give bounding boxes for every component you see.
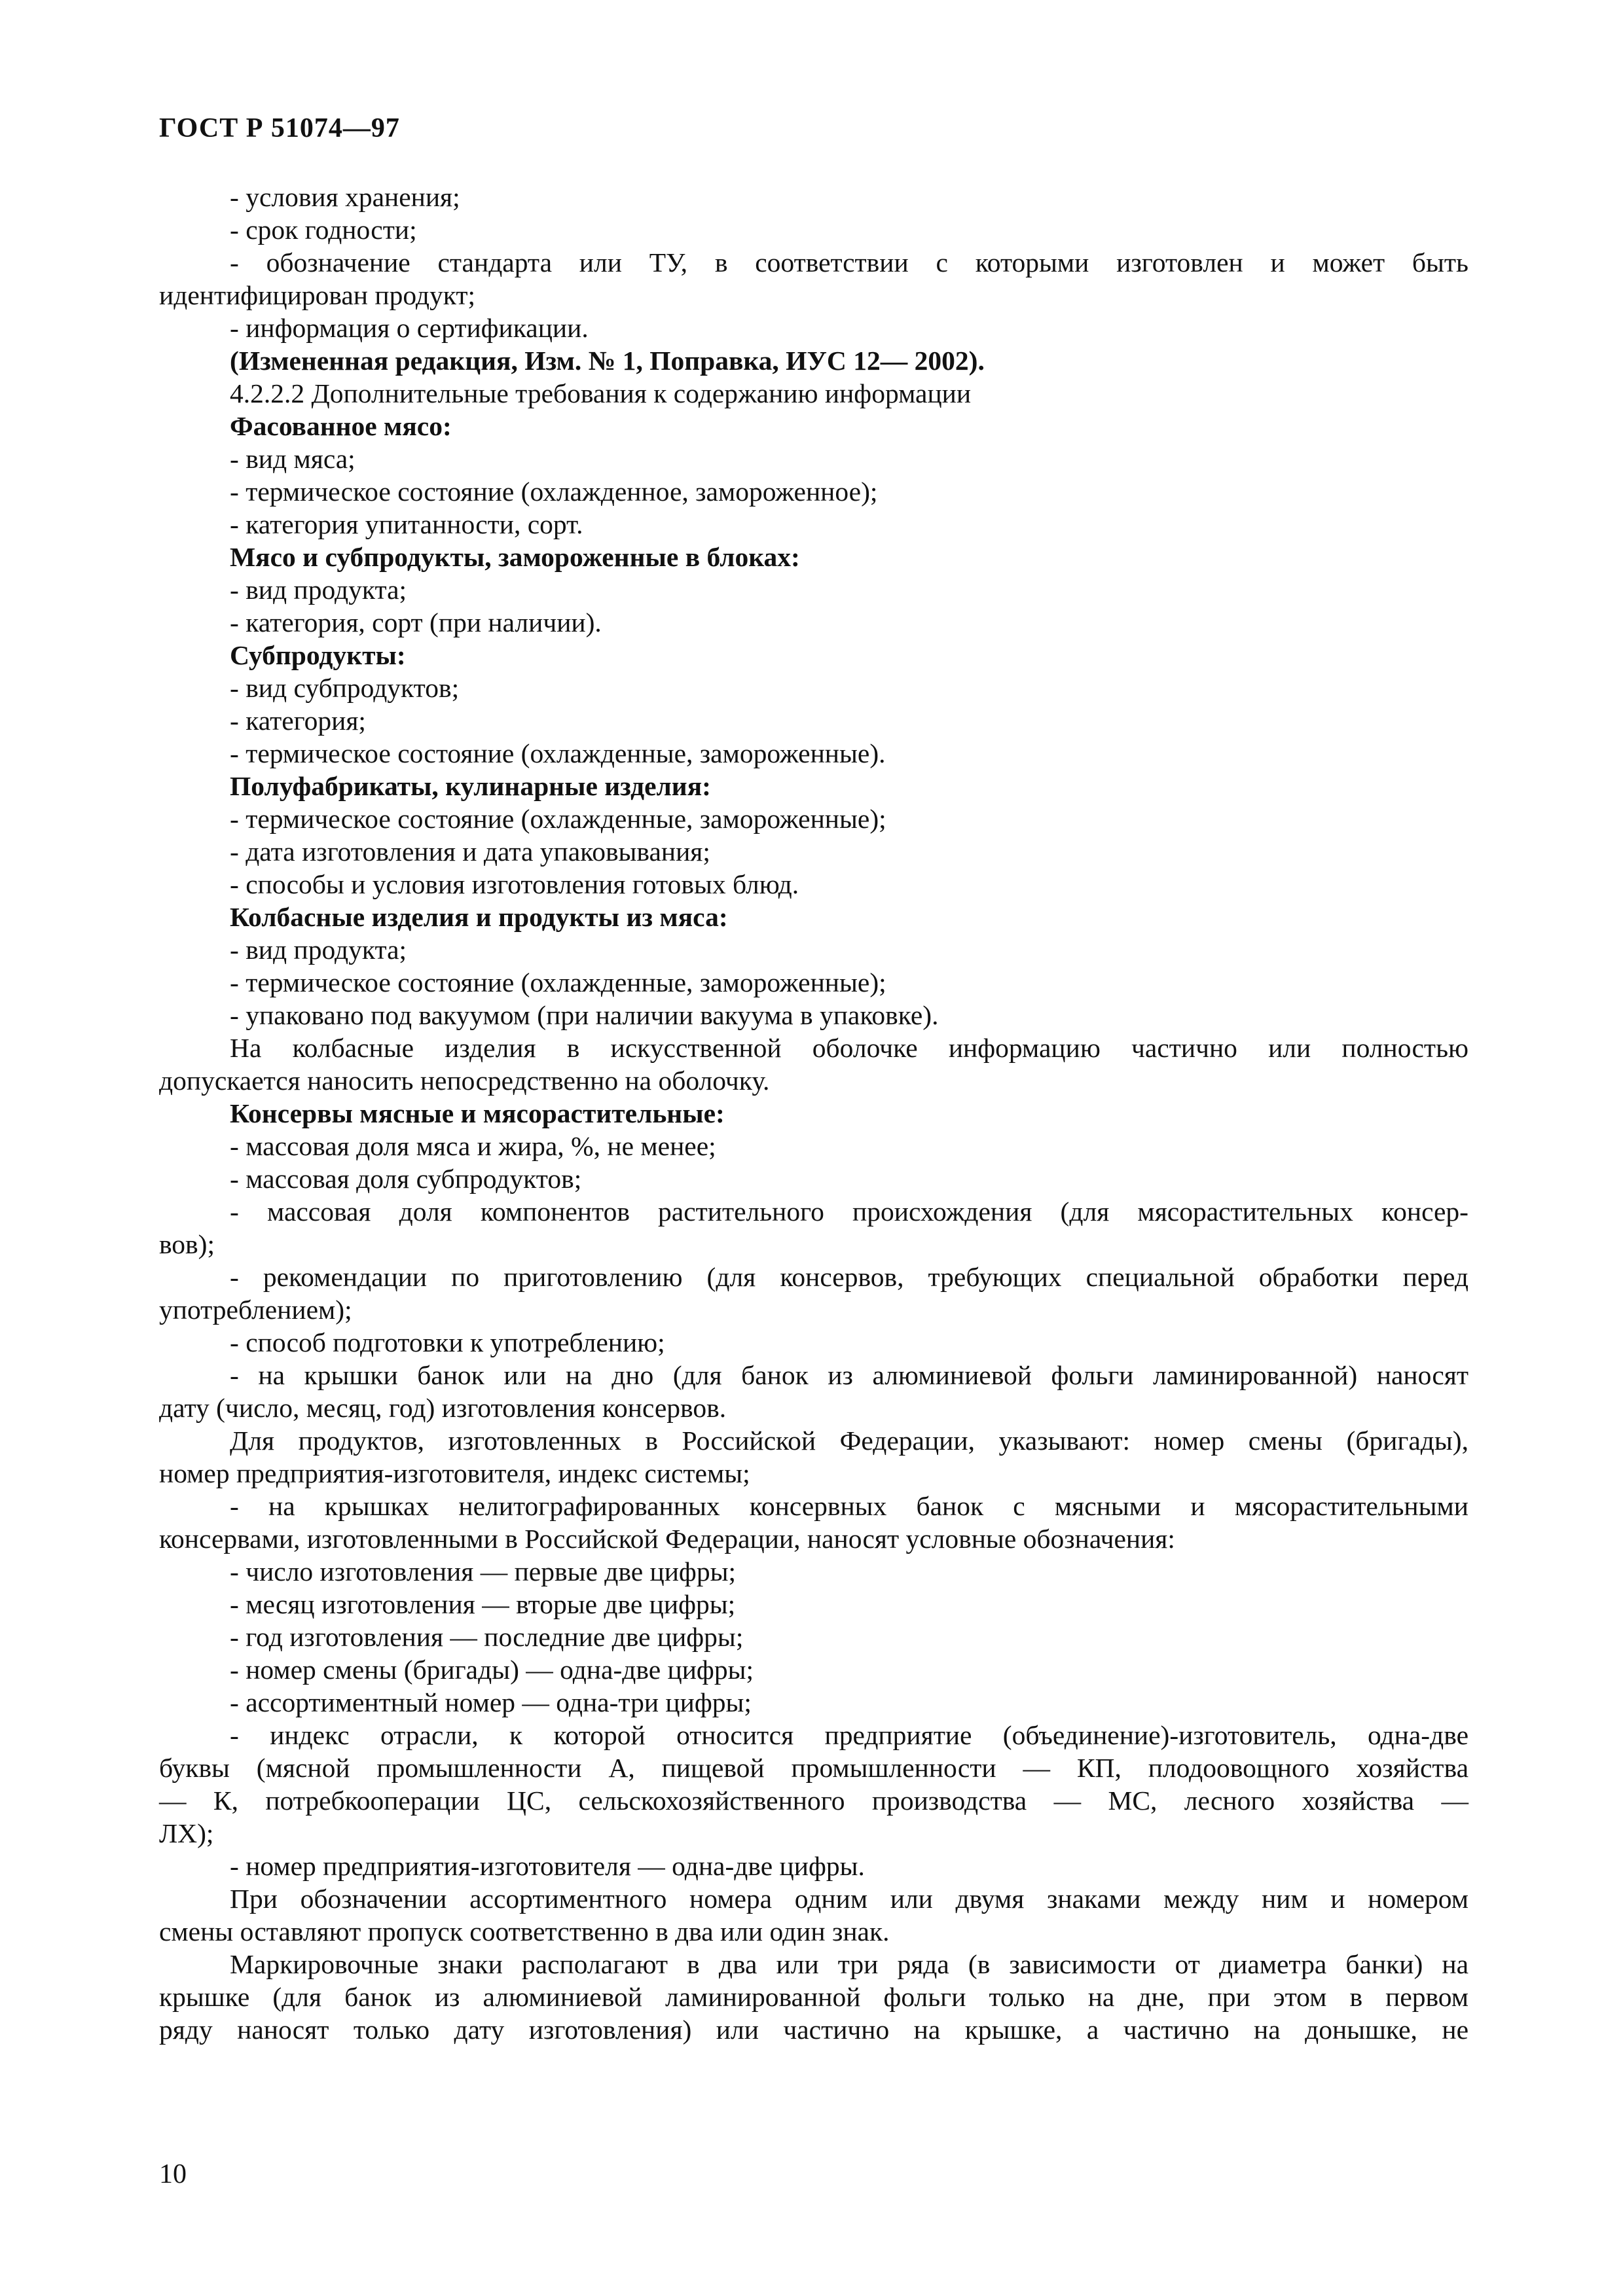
text-line: крышке (для банок из алюминиевой ламинированной фольги только на дне, при этом в первом [159,1982,1468,2012]
text-line: - способы и условия изготовления готовых блюд. [230,869,799,899]
text-line: ЛХ); [159,1818,214,1848]
text-line: Маркировочные знаки располагают в два или три ряда (в зависимости от диаметра банки) на [230,1949,1468,1979]
text-line: - месяц изготовления — вторые две цифры; [230,1589,736,1619]
text-line: дату (число, месяц, год) изготовления консервов. [159,1393,727,1423]
text-line: - на крышки банок или на дно (для банок из алюминиевой фольги ламинированной) наносят [230,1360,1468,1390]
text-line: 4.2.2.2 Дополнительные требования к содержанию информации [230,378,972,408]
text-line: - способ подготовки к употреблению; [230,1327,665,1357]
text-line: - термическое состояние (охлажденные, замороженные); [230,967,886,997]
text-line: ряду наносят только дату изготовления) или частично на крышке, а частично на донышке, не [159,2015,1468,2045]
text-line: - дата изготовления и дата упаковывания; [230,836,710,867]
text-line: смены оставляют пропуск соответственно в два или один знак. [159,1916,890,1946]
document-body [159,181,1468,2046]
text-line: - условия хранения; [230,182,460,212]
text-line: консервами, изготовленными в Российской Федерации, наносят условные обозначения: [159,1524,1175,1554]
text-line: - на крышках нелитографированных консервных банок с мясными и мясорастительными [230,1491,1468,1521]
text-line: - обозначение стандарта или ТУ, в соответствии с которыми изготовлен и может быть [230,247,1468,278]
page-number: 10 [159,2159,187,2189]
text-line: - категория; [230,706,366,736]
section-heading: Мясо и субпродукты, замороженные в блоках: [230,542,800,572]
text-line: - термическое состояние (охлажденные, замороженные); [230,804,886,834]
text-line: - вид продукта; [230,935,407,965]
section-heading: Консервы мясные и мясорастительные: [230,1098,725,1128]
text-line: вов); [159,1229,215,1259]
text-line: - термическое состояние (охлажденные, замороженные). [230,738,886,768]
text-line: Для продуктов, изготовленных в Российской Федерации, указывают: номер смены (бригады), [230,1426,1468,1456]
text-line: - год изготовления — последние две цифры; [230,1622,744,1652]
text-line: - упаковано под вакуумом (при наличии вакуума в упаковке). [230,1000,939,1030]
text-line: - массовая доля компонентов растительного происхождения (для мясорастительных консер- [230,1196,1468,1227]
text-line: - номер предприятия-изготовителя — одна-две цифры. [230,1851,865,1881]
text-line: буквы (мясной промышленности А, пищевой промышленности — КП, плодоовощного хозяйства [159,1753,1468,1783]
text-line: - номер смены (бригады) — одна-две цифры; [230,1655,754,1685]
text-line: - рекомендации по приготовлению (для консервов, требующих специальной обработки перед [230,1262,1468,1292]
text-line: - категория упитанности, сорт. [230,509,583,539]
document-header: ГОСТ Р 51074—97 [159,113,400,143]
text-line: - информация о сертификации. [230,313,589,343]
text-line: - вид субпродуктов; [230,673,460,703]
text-line: - число изготовления — первые две цифры; [230,1556,736,1587]
section-heading: Субпродукты: [230,640,406,670]
section-heading: Фасованное мясо: [230,411,452,441]
section-heading: Колбасные изделия и продукты из мяса: [230,902,728,932]
text-line: допускается наносить непосредственно на оболочку. [159,1066,770,1096]
text-line: При обозначении ассортиментного номера одним или двумя знаками между ним и номером [230,1884,1468,1914]
text-line: - категория, сорт (при наличии). [230,607,602,637]
text-line: идентифицирован продукт; [159,280,476,310]
text-line: — К, потребкооперации ЦС, сельскохозяйственного производства — МС, лесного хозяйства — [159,1785,1468,1816]
text-line: - массовая доля мяса и жира, %, не менее; [230,1131,716,1161]
text-line: - индекс отрасли, к которой относится предприятие (объединение)-изготовитель, одна-две [230,1720,1468,1750]
text-line: номер предприятия-изготовителя, индекс системы; [159,1458,750,1488]
text-line: - термическое состояние (охлажденное, замороженное); [230,476,878,507]
text-line: На колбасные изделия в искусственной оболочке информацию частично или полностью [230,1033,1468,1063]
text-line: - вид продукта; [230,575,407,605]
text-line: - срок годности; [230,215,417,245]
text-line: - массовая доля субпродуктов; [230,1164,582,1194]
section-heading: (Измененная редакция, Изм. № 1, Поправка, ИУС 12— 2002). [230,346,985,376]
text-line: - ассортиментный номер — одна-три цифры; [230,1687,752,1717]
text-line: употреблением); [159,1295,352,1325]
text-line: - вид мяса; [230,444,356,474]
section-heading: Полуфабрикаты, кулинарные изделия: [230,771,711,801]
